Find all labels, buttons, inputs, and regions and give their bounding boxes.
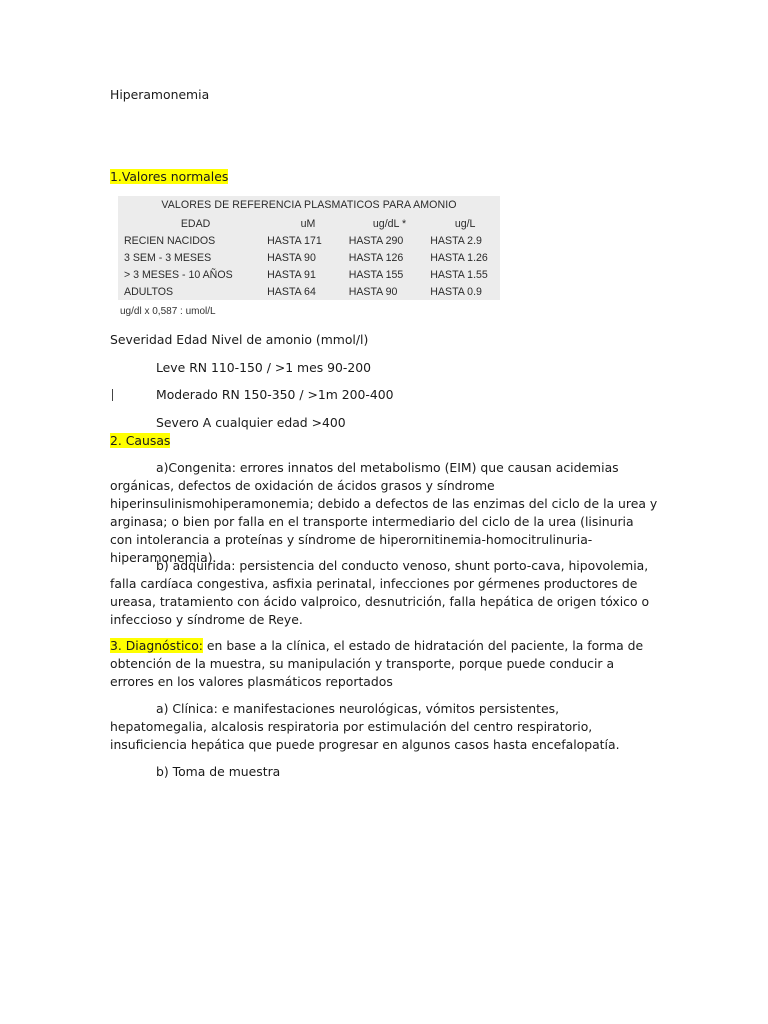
- reference-values-table-image: [118, 196, 500, 322]
- table-cell: HASTA 1.26: [430, 251, 488, 264]
- severity-line-moderado: Moderado RN 150-350 / >1m 200-400: [156, 387, 394, 402]
- paragraph-diagnostico: [110, 637, 658, 691]
- table-cell: HASTA 155: [348, 268, 404, 281]
- table-cell: HASTA 90: [348, 285, 398, 298]
- table-row: [124, 232, 500, 249]
- table-footnote: ug/dl x 0,587 : umol/L: [120, 306, 216, 317]
- severity-line-leve: Leve RN 110-150 / >1 mes 90-200: [156, 360, 372, 375]
- table-cell: HASTA 171: [267, 234, 322, 247]
- table-row: [124, 283, 500, 300]
- section-heading-causas: 2. Causas: [110, 433, 171, 448]
- table-cell: 3 SEM - 3 MESES: [124, 251, 212, 264]
- table-cell: HASTA 1.55: [430, 268, 488, 281]
- table-cell: HASTA 2.9: [430, 234, 482, 247]
- paragraph-text: a) Clínica: e manifestaciones neurológicas, vómitos persistentes, hepatomegalia, alcalosis respiratoria por estimulación del centro respiratorio, insuficiencia hepática que puede progresar en algunos casos hasta encefalopatía.: [110, 701, 620, 752]
- table-cell: HASTA 290: [348, 234, 404, 247]
- table-cell: ADULTOS: [124, 285, 174, 298]
- header-edad: EDAD: [180, 217, 211, 230]
- header-ugl: ug/L: [454, 217, 476, 230]
- table-cell: HASTA 64: [267, 285, 316, 298]
- severity-line-severo: Severo A cualquier edad >400: [156, 415, 346, 430]
- header-ugdl: ug/dL *: [372, 217, 407, 230]
- table-header-row: [124, 215, 500, 232]
- document-title: Hiperamonemia: [110, 87, 210, 102]
- table-cell: HASTA 0.9: [430, 285, 482, 298]
- table-row: [124, 249, 500, 266]
- severity-header: Severidad Edad Nivel de amonio (mmol/l): [110, 332, 369, 347]
- table-cell: HASTA 126: [348, 251, 404, 264]
- header-um: uM: [300, 217, 316, 230]
- table-cell: HASTA 90: [267, 251, 316, 264]
- paragraph-diagnostico-clinica: [110, 700, 658, 754]
- section-heading-valores-normales: 1.Valores normales: [110, 169, 229, 184]
- paragraph-text: b) adquirida: persistencia del conducto venoso, shunt porto-cava, hipovolemia, falla cardíaca congestiva, asfixia perinatal, infecciones por gérmenes productores de ureasa, tratamiento con ácido valproico, desnutrición, falla hepática de origen tóxico o infeccioso y síndrome de Reye.: [110, 558, 650, 627]
- table-row: [124, 266, 500, 283]
- paragraph-toma-de-muestra: b) Toma de muestra: [156, 764, 281, 779]
- table-cell: HASTA 91: [267, 268, 316, 281]
- table-cell: > 3 MESES - 10 AÑOS: [124, 268, 233, 281]
- paragraph-causas-congenita: [110, 459, 658, 567]
- reference-values-table: [124, 215, 500, 300]
- table-cell: RECIEN NACIDOS: [124, 234, 216, 247]
- text-cursor: [112, 389, 113, 401]
- paragraph-causas-adquirida: [110, 557, 658, 629]
- section-heading-diagnostico: 3. Diagnóstico:: [110, 638, 203, 653]
- paragraph-text: a)Congenita: errores innatos del metabolismo (EIM) que causan acidemias orgánicas, defectos de oxidación de ácidos grasos y síndrome hiperinsulinismohiperamonemia; debido a defectos de las enzimas del ciclo de la urea y arginasa; o bien por falla en el transporte intermediario del ciclo de la urea (lisinuria con intolerancia a proteínas y síndrome de hiperornitinemia-homocitrulinuria-hiperamonemia).: [110, 460, 658, 565]
- paragraph-text: en base a la clínica, el estado de hidratación del paciente, la forma de obtención de la muestra, su manipulación y transporte, porque puede conducir a errores en los valores plasmáticos reportados: [110, 638, 644, 689]
- table-title: VALORES DE REFERENCIA PLASMATICOS PARA AMONIO: [161, 199, 457, 211]
